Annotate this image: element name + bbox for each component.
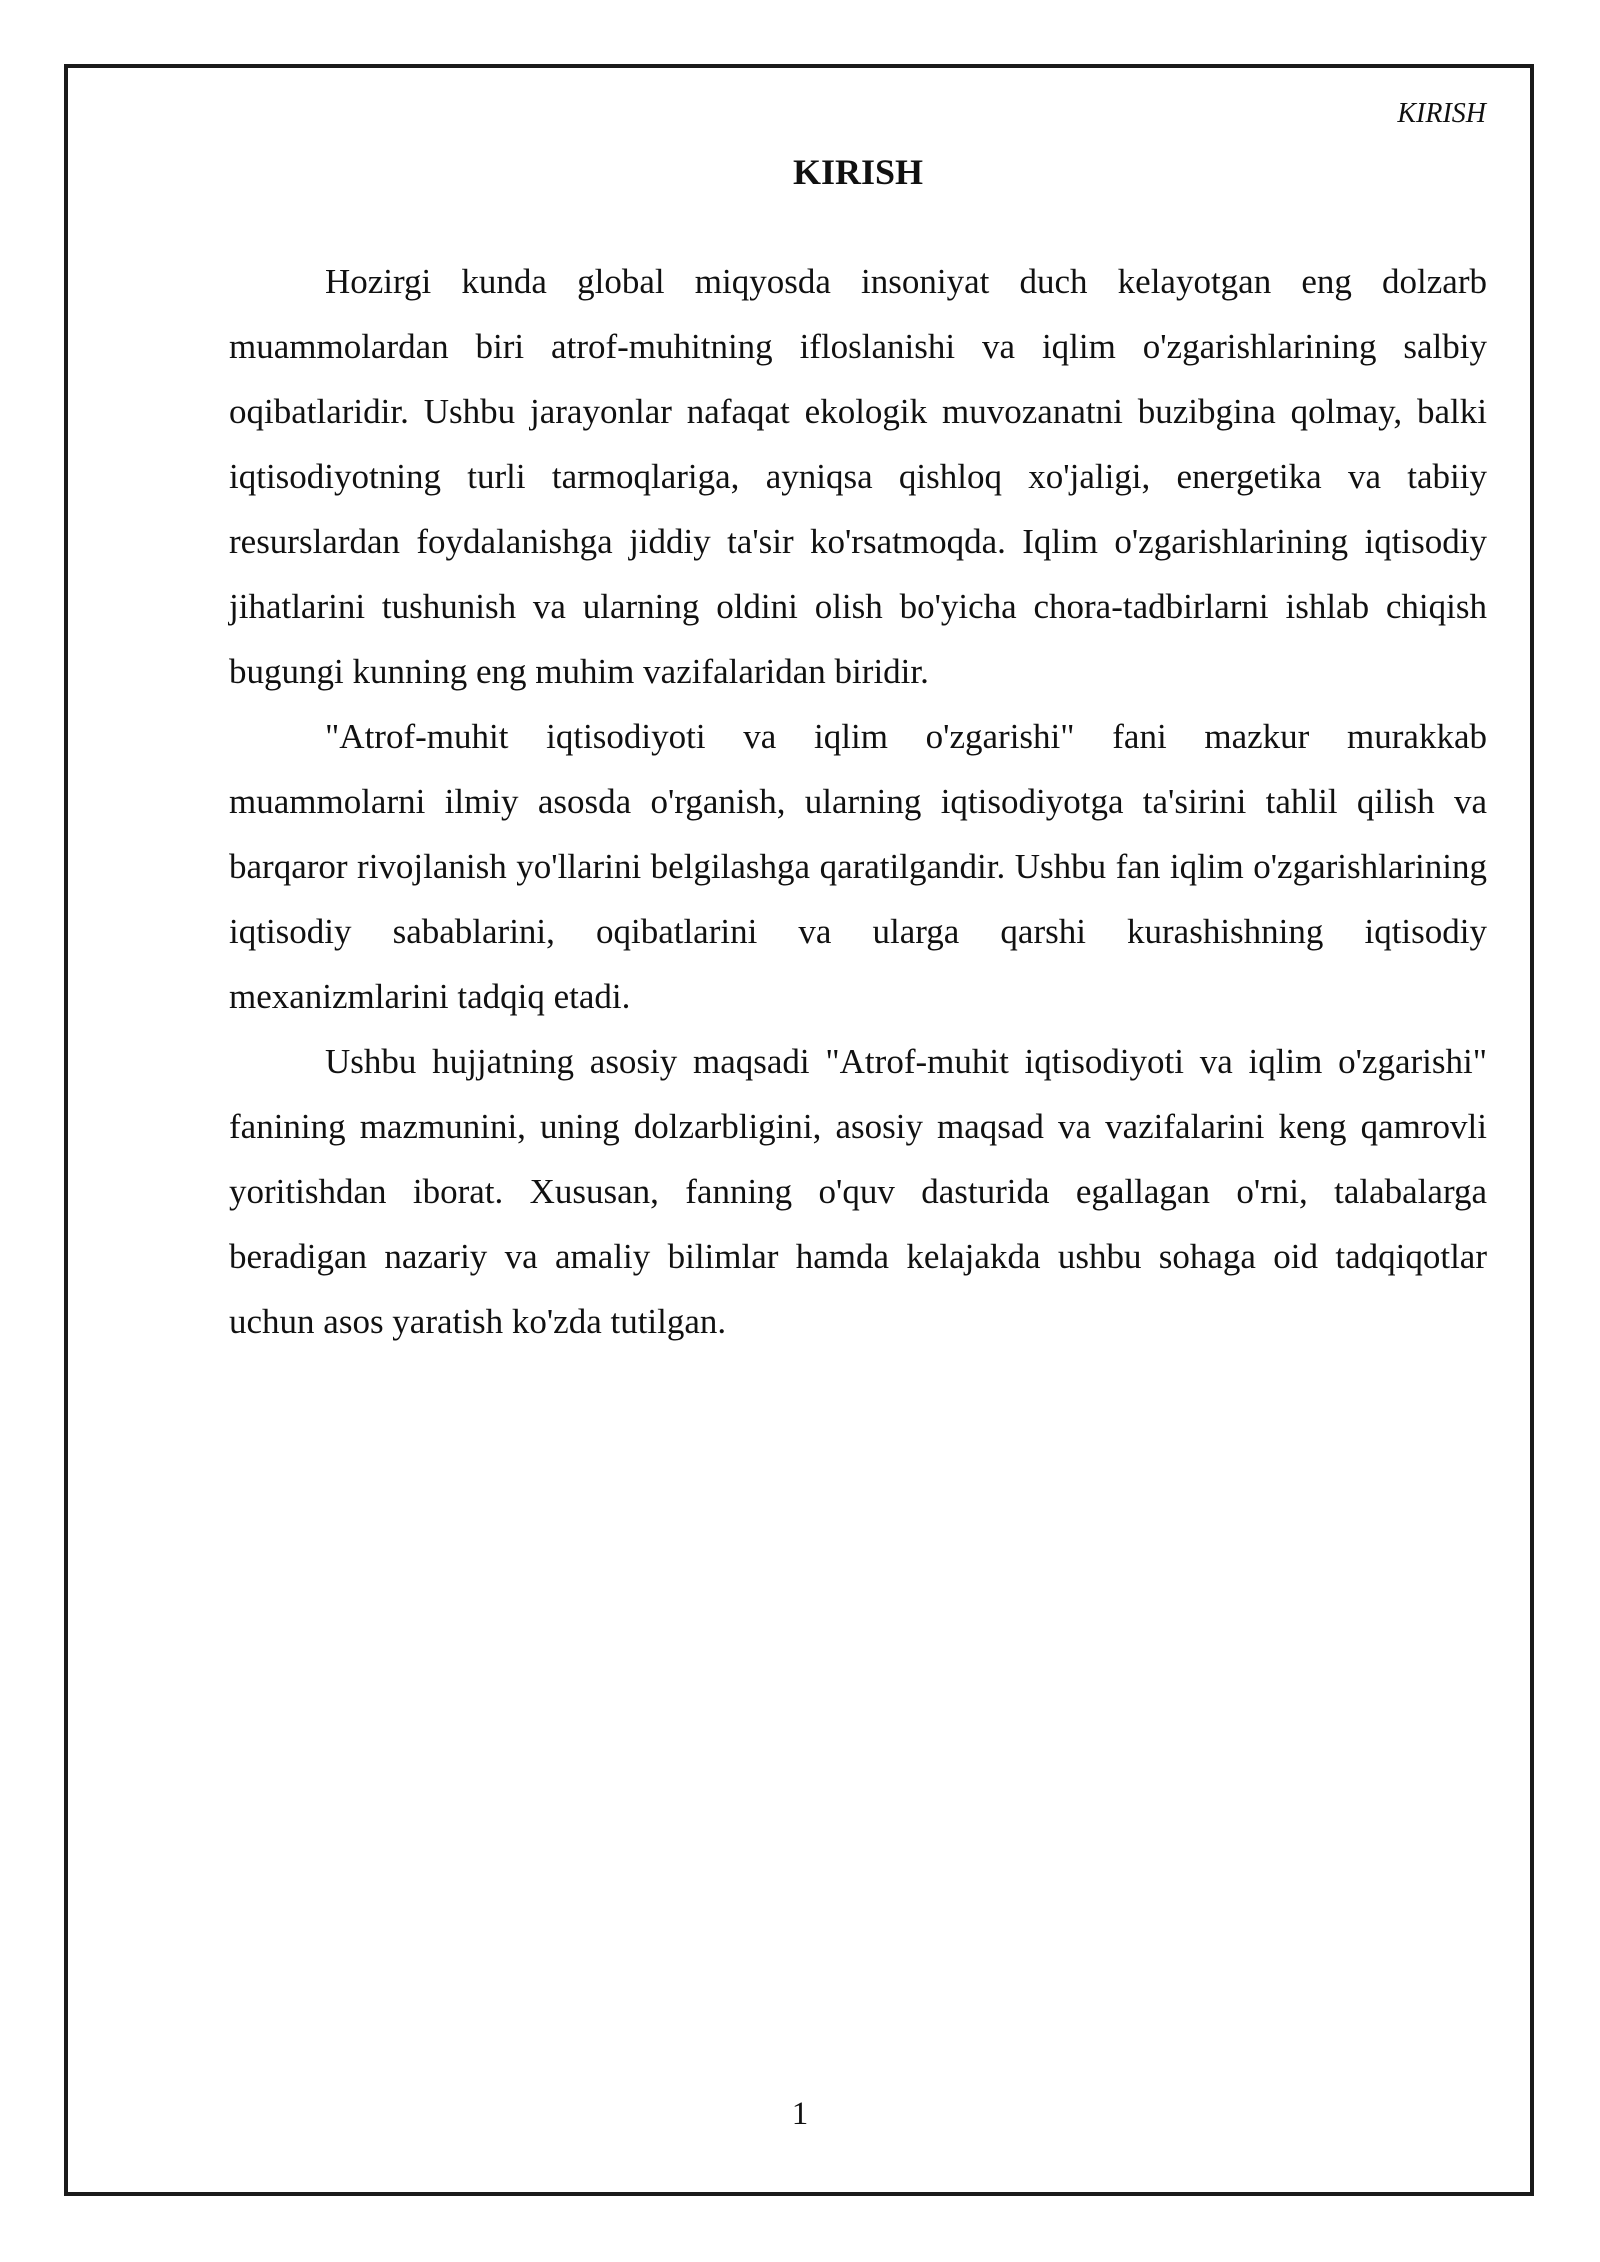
page-number: 1 bbox=[791, 2096, 809, 2132]
section-title: KIRISH bbox=[792, 152, 924, 192]
body-text bbox=[229, 249, 1487, 1354]
paragraph-2: "Atrof-muhit iqtisodiyoti va iqlim o'zgarishi" fani mazkur murakkab muammolarni ilmiy asosda o'rganish, ularning iqtisodiyotga ta'sirini tahlil qilish va barqaror rivojlanish yo'llarini belgilashga qaratilgandir. Ushbu fan iqlim o'zgarishlarining iqtisodiy sabablarini, oqibatlarini va ularga qarshi kurashishning iqtisodiy mexanizmlarini tadqiq etadi. bbox=[229, 717, 1487, 1016]
paragraph-3: Ushbu hujjatning asosiy maqsadi "Atrof-muhit iqtisodiyoti va iqlim o'zgarishi" fanining mazmunini, uning dolzarbligini, asosiy maqsad va vazifalarini keng qamrovli yoritishdan iborat. Xususan, fanning o'quv dasturida egallagan o'rni, talabalarga beradigan nazariy va amaliy bilimlar hamda kelajakda ushbu sohaga oid tadqiqotlar uchun asos yaratish ko'zda tutilgan. bbox=[229, 1042, 1487, 1341]
running-header: KIRISH bbox=[1397, 98, 1486, 129]
paragraph-1: Hozirgi kunda global miqyosda insoniyat duch kelayotgan eng dolzarb muammolardan biri atrof-muhitning ifloslanishi va iqlim o'zgarishlarining salbiy oqibatlaridir. Ushbu jarayonlar nafaqat ekologik muvozanatni buzibgina qolmay, balki iqtisodiyotning turli tarmoqlariga, ayniqsa qishloq xo'jaligi, energetika va tabiiy resurslardan foydalanishga jiddiy ta'sir ko'rsatmoqda. Iqlim o'zgarishlarining iqtisodiy jihatlarini tushunish va ularning oldini olish bo'yicha chora-tadbirlarni ishlab chiqish bugungi kunning eng muhim vazifalaridan biridir. bbox=[229, 262, 1487, 691]
